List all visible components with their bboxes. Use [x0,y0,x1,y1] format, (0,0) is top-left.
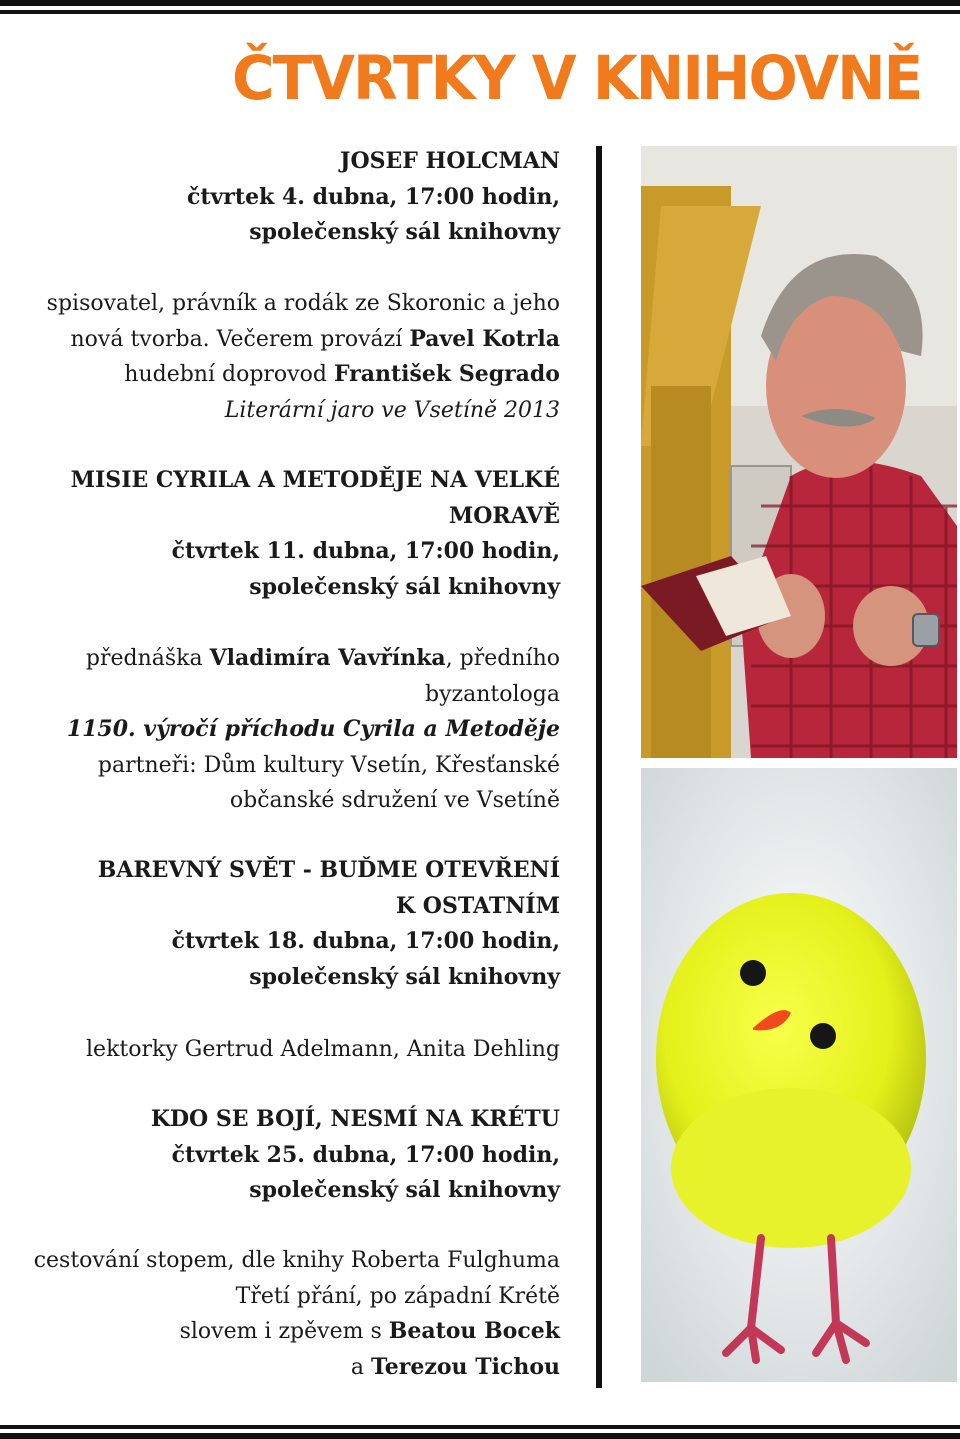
event-heading: KDO SE BOJÍ, NESMÍ NA KRÉTU [150,1106,560,1132]
desc-text: nová tvorba. Večerem provází [70,326,410,352]
event-heading: JOSEF HOLCMAN [340,148,560,174]
desc-line [30,641,560,677]
desc-text: slovem i zpěvem s [179,1319,389,1344]
desc-line [30,1350,560,1386]
festival-name: Literární jaro ve Vsetíně 2013 [224,397,560,423]
event-2-description [30,641,560,819]
bottom-rule [0,1433,960,1439]
top-rule [0,0,960,6]
event-date: čtvrtek 4. dubna, 17:00 hodin, [186,183,560,210]
event-4 [30,1102,560,1209]
top-rule-thin [0,10,960,14]
event-heading: BAREVNÝ SVĚT - BUĎME OTEVŘENÍ [97,857,560,883]
speaker-name: Vladimíra Vavřínka [209,645,446,671]
event-heading: K OSTATNÍM [396,892,560,919]
desc-line: partneři: Dům kultury Vsetín, Křesťanské [97,752,560,778]
performer-name: Terezou Tichou [370,1353,560,1380]
column-divider [596,146,602,1388]
desc-line [30,322,560,358]
event-date: čtvrtek 11. dubna, 17:00 hodin, [171,538,560,564]
desc-text: a [350,1354,371,1380]
easter-chick-photo [641,768,957,1382]
anniversary-line: 1150. výročí příchodu Cyrila a Metoděje [66,716,560,742]
event-heading: MORAVĚ [448,502,560,529]
event-1-description [30,286,560,428]
desc-text: , předního [445,646,560,671]
desc-line: spisovatel, právník a rodák ze Skoronic a jeho [46,291,560,316]
event-2 [30,463,560,605]
desc-line: cestování stopem, dle knihy Roberta Fulghuma [33,1248,560,1273]
desc-line [30,1314,560,1350]
event-3-description [30,1032,560,1068]
bottom-rule-thin [0,1425,960,1429]
event-1 [30,144,560,251]
event-4-description [30,1243,560,1385]
event-heading: MISIE CYRILA A METODĚJE NA VELKÉ [70,467,560,493]
desc-text: hudební doprovod [124,362,334,387]
desc-line: byzantologa [425,681,560,707]
performer-name: Pavel Kotrla [409,325,560,352]
event-date: čtvrtek 25. dubna, 17:00 hodin, [171,1141,560,1168]
event-venue: společenský sál knihovny [249,963,560,990]
page-title: ČTVRTKY V KNIHOVNĚ [232,42,922,114]
desc-line [30,357,560,393]
desc-line: Třetí přání, po západní Krétě [235,1283,560,1309]
event-date: čtvrtek 18. dubna, 17:00 hodin, [171,928,560,954]
event-venue: společenský sál knihovny [249,219,560,245]
event-venue: společenský sál knihovny [249,1177,560,1203]
desc-line: občanské sdružení ve Vsetíně [229,788,560,813]
man-reading-photo [641,146,957,758]
desc-line: lektorky Gertrud Adelmann, Anita Dehling [86,1037,560,1062]
event-venue: společenský sál knihovny [249,573,560,600]
performer-name: Beatou Bocek [388,1318,560,1344]
musician-name: František Segrado [333,361,560,387]
desc-text: přednáška [85,646,210,671]
event-3 [30,853,560,995]
